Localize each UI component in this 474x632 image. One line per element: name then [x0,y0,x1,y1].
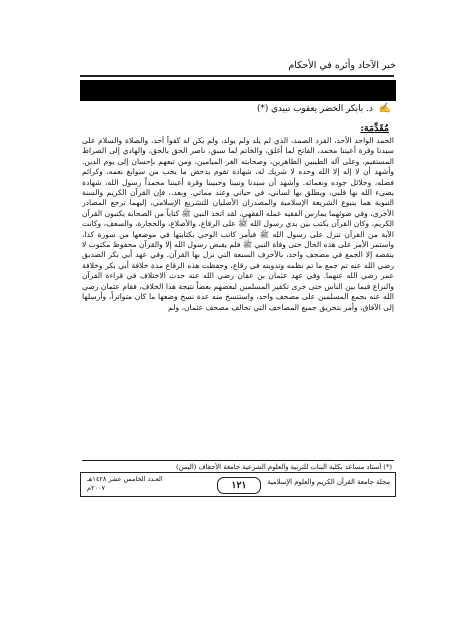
running-header-title: خبر الآحاد وأثره في الأحكام [288,60,396,71]
quill-icon: ✍ [378,103,391,114]
author-footnote: (*) أستاذ مساعد بكلية البنات للتربية والعلوم الشرعية جامعة الأحقاف (اليمن) [175,463,392,471]
journal-footer [80,472,396,497]
page-number: ١٢١ [217,477,261,494]
issue-info [87,475,163,493]
issue-number: العـدد الخامس عشر ١٤٢٨هـ [87,475,163,483]
redacted-title-bar [80,80,396,101]
footnote-rule [82,460,394,461]
issue-year: ٢٠٠٧م [87,484,105,492]
body-paragraph: الحمد الواحد الأحد، الفرد الصمد، الذي لم يلد ولم يولد، ولم يكن له كفواً أحد، والصلاة والسلام على سيدنا وقرة أعيننا محمد، الفاتح لما أغلق، والخاتم لما سبق، ناصر الحق بالحق، والهادي إلى الصراط المستقيم، وعلى آله الطيبين الطاهرين، وصحابته الغر الميامين، ومن تبعهم بإحسان إلى يوم الدين. وأشهد أن لا إله إلا الله وحده لا شريك له، شهادة تقوم بدحض ما يجب من سوابغ نعمه، وكرائم فضله، وجلائل جوده ونعمائه. وأشهد أن سيدنا ونبينا وحبيبنا وقرة أعيننا محمداً رسول الله، شهادة يضيء الله بها قلبي، ويطلق بها لساني، في حياتي وعند مماتي. وبعد،، فإن القرآن الكريم والسنة النبوية هما ينبوع الشريعة الإسلامية والمصدران الأصليان للتشريع الإسلامي، إليهما ترجع المصادر الأخرى، وفي ضوئهما يمارس الفقيه عمله الفقهي. لقد اتخذ النبي ﷺ كتاباً من الصحابة يكتبون القرآن الكريم، وكان القرآن يكتب بين يدي رسول الله ﷺ على الرقاع، والأضلاع، والحجارة، والسعف، وكانت الآية من القرآن تنزل على رسول الله ﷺ فيأمر كاتب الوحي بكتابتها في موضعها من سورة كذا، واستمر الأمر على هذه الحال حتى وفاة النبي ﷺ فلم يقبض رسول الله إلا والقرآن محفوظ مكتوب لا ينقصه إلا الجمع في مصحف واحد، بالأحرف السبعة التي نزل بها القرآن. وفي عهد أبي بكر الصديق رضي الله عنه تم جمع ما تم نظمه وتدوينه في رقاع، وحفظت هذه الرقاع مدة خلافة أبي بكر وخلافة عمر رضي الله عنهما. وفي عهد عثمان بن عفان رضي الله عنه حدث الاختلاف في قراءة القرآن والنزاع فيما بين الناس حتى جرى تكفير المسلمين لبعضهم بعضاً نتيجة هذا الخلاف، فقام عثمان رضي الله عنه بجمع المسلمين على مصحف واحد، واستنسخ منه عدة نسخ وضعها ما كان متواتراً، وأرسلها إلى الآفاق، وأمر بتحريق جميع المصاحف التي تخالف مصحف عثمان، ولم [82,136,394,312]
body-text [82,136,394,454]
section-heading: مُقَدِّمَة: [360,123,389,134]
journal-name: مجلة جامعة القرآن الكريم والعلوم الإسلامية [267,478,390,486]
author-name: د. بابكر الخضر يعقوب تبيدي (*) [256,104,373,114]
header-rule [80,75,394,77]
author-line [257,103,391,114]
